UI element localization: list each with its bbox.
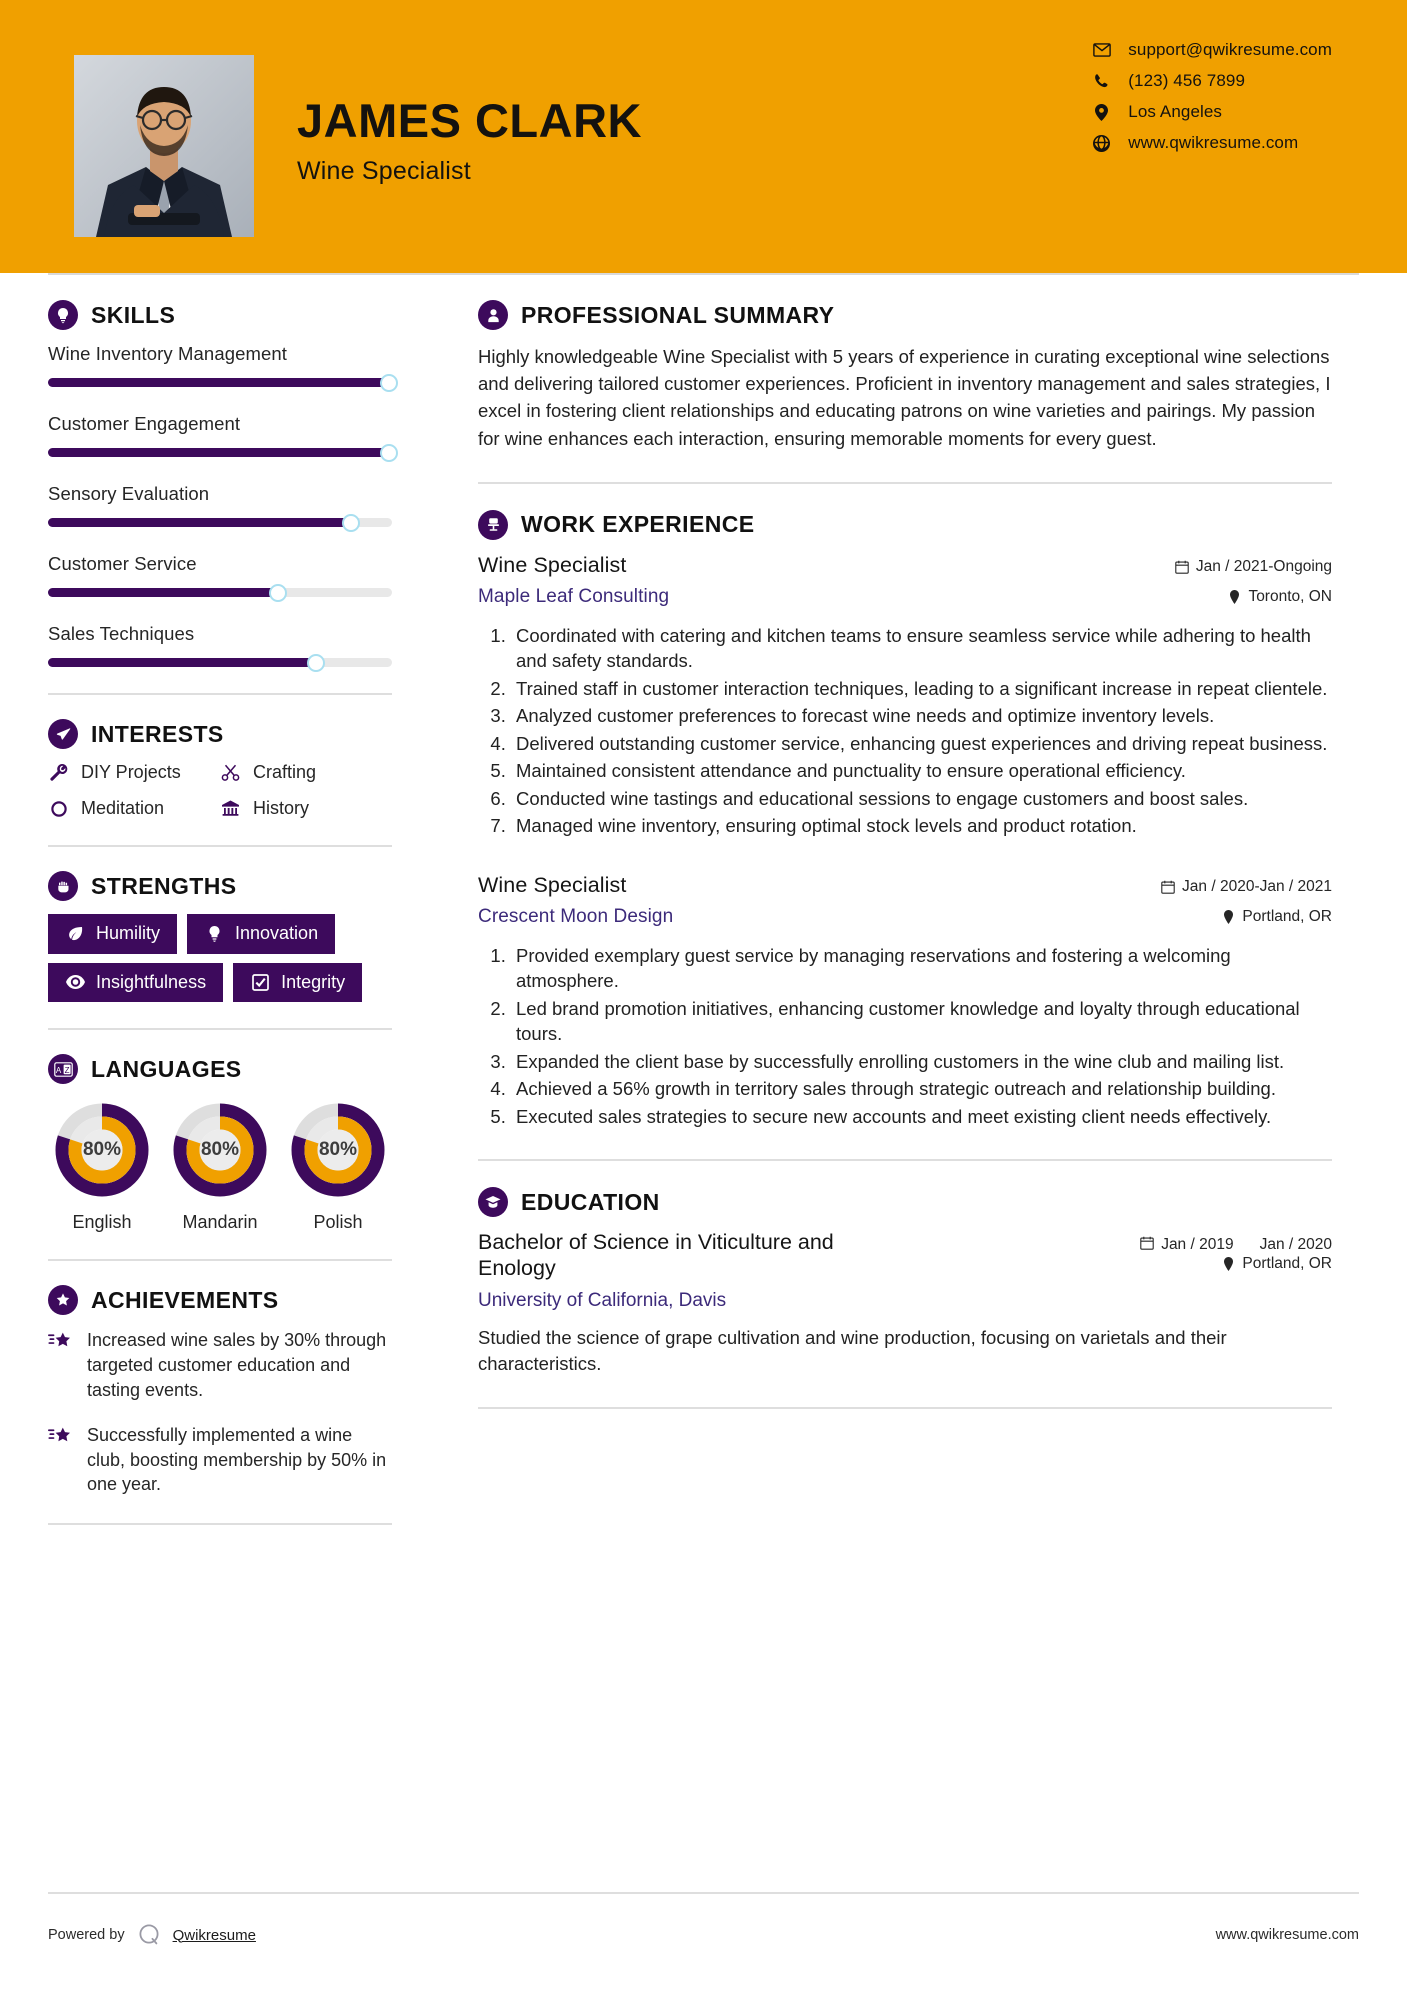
contact-list (1092, 40, 1332, 153)
achievements-title: ACHIEVEMENTS (91, 1286, 279, 1313)
skill-bar-fill (48, 588, 278, 597)
contact-phone-text: (123) 456 7899 (1128, 71, 1246, 90)
summary-heading (478, 300, 1332, 330)
education-date-start: Jan / 2019 (1161, 1236, 1234, 1254)
job-entry (478, 873, 1332, 1130)
job-bullet: 1. Provided exemplary guest service by managing reservations and fostering a welcoming atmosphere. (511, 943, 1332, 994)
skill-bar-knob[interactable] (380, 374, 398, 392)
language-item (288, 1103, 388, 1233)
job-bullet: 4. Achieved a 56% growth in territory sales through strategic outreach and relationship building. (511, 1076, 1332, 1102)
powered-by-block (48, 1922, 256, 1948)
skill-item (48, 623, 392, 667)
interest-label: History (253, 798, 310, 818)
strength-chip-insightfulness (48, 963, 223, 1003)
education-date-end: Jan / 2020 (1259, 1236, 1332, 1254)
job-location (1175, 588, 1332, 606)
strength-label: Integrity (281, 971, 346, 992)
footer-url: www.qwikresume.com (1215, 1927, 1359, 1943)
identity-block (297, 94, 642, 186)
education-title: EDUCATION (521, 1188, 660, 1215)
interest-item (220, 762, 392, 783)
resume-body (0, 273, 1407, 1549)
job-company[interactable]: Maple Leaf Consulting (478, 585, 670, 607)
divider-interests (48, 845, 392, 847)
language-donut (173, 1103, 267, 1197)
skill-item (48, 343, 392, 387)
achievement-item (48, 1423, 392, 1497)
divider-experience (478, 1159, 1332, 1161)
powered-by-label: Powered by (48, 1927, 125, 1943)
contact-location-text: Los Angeles (1128, 102, 1223, 121)
interest-label: DIY Projects (81, 762, 181, 782)
divider-summary (478, 482, 1332, 484)
qwikresume-logo-icon (136, 1922, 162, 1948)
contact-website-text: www.qwikresume.com (1128, 133, 1299, 152)
achievement-item (48, 1328, 392, 1402)
job-bullet: 1. Coordinated with catering and kitchen teams to ensure seamless service while adhering to health and safety standards. (511, 623, 1332, 674)
fist-icon (48, 871, 78, 901)
skill-bar-track[interactable] (48, 378, 392, 387)
skill-label: Sales Techniques (48, 623, 195, 644)
check-square-icon (250, 972, 271, 993)
skill-bar-track[interactable] (48, 448, 392, 457)
languages-heading (48, 1054, 392, 1084)
divider-achievements (48, 1523, 392, 1525)
shooting-star-icon (48, 1328, 74, 1402)
sidebar (0, 273, 420, 1549)
svg-text:A: A (55, 1065, 61, 1075)
job-bullet: 6. Conducted wine tastings and educational sessions to engage customers and boost sales. (511, 786, 1332, 812)
job-title: Wine Specialist (297, 157, 471, 185)
paper-plane-icon (48, 719, 78, 749)
avatar (74, 55, 254, 237)
graduation-icon (478, 1187, 508, 1217)
education-degree: Bachelor of Science in Viticulture and Enology (478, 1230, 834, 1280)
job-bullets (478, 623, 1332, 839)
interest-label: Crafting (253, 762, 317, 782)
contact-email[interactable] (1092, 40, 1332, 60)
skill-bar-knob[interactable] (342, 514, 360, 532)
language-item (170, 1103, 270, 1233)
pin-icon (1221, 909, 1235, 924)
job-bullet: 5. Executed sales strategies to secure new accounts and meet existing client needs effectively. (511, 1104, 1332, 1130)
skills-heading (48, 300, 392, 330)
scissors-icon (220, 762, 241, 783)
strength-chip-integrity (233, 963, 362, 1003)
envelope-icon (1092, 41, 1111, 60)
education-description: Studied the science of grape cultivation and wine production, focusing on varietals and their characteristics. (478, 1327, 1227, 1375)
lightbulb-icon (48, 300, 78, 330)
divider-strengths (48, 1028, 392, 1030)
resume-footer (48, 1892, 1359, 1948)
main-content (420, 273, 1407, 1549)
job-location (1161, 908, 1332, 926)
skill-item (48, 413, 392, 457)
skill-label: Wine Inventory Management (48, 343, 288, 364)
job-dates (1161, 878, 1332, 896)
summary-text: Highly knowledgeable Wine Specialist with 5 years of experience in curating exceptional wine selections and delivering tailored customer experiences. Proficient in inventory management and sales strategies, I excel in fostering client relationships and educating patrons on wine varieties and pairings. My passion for wine enhances each interaction, ensuring memorable moments for every guest. (478, 346, 1331, 449)
profile-photo-illustration (74, 55, 254, 237)
pin-icon (1221, 1256, 1235, 1271)
skill-bar-knob[interactable] (269, 584, 287, 602)
education-entry (478, 1230, 1332, 1312)
job-dates-text: Jan / 2020-Jan / 2021 (1182, 877, 1332, 895)
strengths-list (48, 914, 392, 1002)
strength-label: Insightfulness (96, 971, 207, 992)
contact-phone[interactable] (1092, 71, 1332, 91)
translate-icon (48, 1054, 78, 1084)
strengths-title: STRENGTHS (91, 872, 237, 899)
job-location-text: Toronto, ON (1248, 587, 1332, 605)
job-meta (1161, 873, 1332, 926)
experience-heading (478, 510, 1332, 540)
language-percent: 80% (318, 1139, 358, 1161)
bulb-icon (204, 923, 225, 944)
job-role: Wine Specialist (478, 552, 627, 577)
jobs-list (478, 553, 1332, 1130)
experience-title: WORK EXPERIENCE (521, 511, 755, 538)
star-badge-icon (48, 1285, 78, 1315)
strength-chip-innovation (187, 914, 335, 954)
divider-education (478, 1407, 1332, 1409)
language-donut (291, 1103, 385, 1197)
achievement-text: Increased wine sales by 30% through targeted customer education and tasting events. (87, 1330, 387, 1400)
pin-icon (1227, 589, 1241, 604)
calendar-icon (1175, 559, 1189, 574)
globe-icon (1092, 134, 1111, 153)
job-bullet: 3. Analyzed customer preferences to forecast wine needs and optimize inventory levels. (511, 703, 1332, 729)
calendar-icon (1140, 1235, 1154, 1250)
achievements-list (48, 1328, 392, 1497)
eye-icon (65, 972, 86, 993)
skill-label: Customer Service (48, 553, 197, 574)
strength-chip-humility (48, 914, 177, 954)
job-meta (1175, 553, 1332, 606)
contact-location[interactable] (1092, 102, 1332, 122)
languages-list (48, 1097, 392, 1233)
skill-bar-track[interactable] (48, 658, 392, 667)
strength-label: Humility (96, 923, 161, 943)
interest-item (48, 762, 220, 783)
education-location (1140, 1255, 1332, 1273)
skill-bar-fill (48, 518, 351, 527)
job-bullet: 2. Trained staff in customer interaction techniques, leading to a significant increase in repeat clientele. (511, 676, 1332, 702)
contact-website[interactable] (1092, 133, 1332, 153)
person-icon (478, 300, 508, 330)
section-strengths (48, 871, 392, 1002)
leaf-icon (65, 923, 86, 944)
education-location-text: Portland, OR (1242, 1254, 1332, 1272)
skills-list (48, 343, 392, 667)
desk-chair-icon (478, 510, 508, 540)
skill-item (48, 553, 392, 597)
job-bullet: 4. Delivered outstanding customer service, enhancing guest experiences and driving repeat business. (511, 731, 1332, 757)
resume-header (0, 0, 1407, 273)
shooting-star-icon (48, 1423, 74, 1497)
language-name: Polish (313, 1212, 363, 1233)
divider-languages (48, 1259, 392, 1261)
section-experience (478, 510, 1332, 1130)
job-entry (478, 553, 1332, 839)
skill-bar-fill (48, 378, 389, 387)
job-dates-text: Jan / 2021-Ongoing (1195, 557, 1332, 575)
education-meta (1140, 1230, 1332, 1272)
skill-label: Sensory Evaluation (48, 483, 210, 504)
job-bullet: 2. Led brand promotion initiatives, enhancing customer knowledge and loyalty through educational tours. (511, 996, 1332, 1047)
skill-bar-track[interactable] (48, 588, 392, 597)
location-pin-icon (1092, 103, 1111, 122)
section-interests (48, 719, 392, 819)
education-date-range (1161, 1235, 1332, 1254)
strength-label: Innovation (235, 923, 319, 943)
section-achievements (48, 1285, 392, 1497)
skill-bar-fill (48, 658, 316, 667)
section-skills (48, 300, 392, 667)
skill-item (48, 483, 392, 527)
language-percent: 80% (82, 1139, 122, 1161)
language-name: English (72, 1212, 132, 1233)
section-education (478, 1187, 1332, 1377)
qwikresume-link[interactable]: Qwikresume (172, 1926, 256, 1944)
interest-item (48, 798, 220, 819)
job-bullets (478, 943, 1332, 1130)
language-name: Mandarin (182, 1212, 258, 1233)
strengths-row (48, 914, 392, 954)
education-school[interactable]: University of California, Davis (478, 1290, 727, 1312)
divider-skills (48, 693, 392, 695)
job-bullet: 5. Maintained consistent attendance and punctuality to ensure operational efficiency. (511, 758, 1332, 784)
education-heading (478, 1187, 1332, 1217)
interest-item (220, 798, 392, 819)
languages-title: LANGUAGES (91, 1055, 242, 1082)
skill-bar-knob[interactable] (380, 444, 398, 462)
language-percent: 80% (200, 1139, 240, 1161)
section-summary (478, 300, 1332, 452)
interests-grid (48, 762, 392, 819)
education-dates (1140, 1235, 1332, 1254)
footer-divider (48, 1892, 1359, 1894)
job-bullet: 7. Managed wine inventory, ensuring optimal stock levels and product rotation. (511, 813, 1332, 839)
contact-email-text: support@qwikresume.com (1128, 40, 1332, 59)
job-company[interactable]: Crescent Moon Design (478, 905, 674, 927)
job-location-text: Portland, OR (1242, 907, 1332, 925)
bank-icon (220, 798, 241, 819)
header-divider (48, 273, 1359, 275)
strengths-row (48, 963, 392, 1003)
job-bullet: 3. Expanded the client base by successfully enrolling customers in the wine club and mailing list. (511, 1049, 1332, 1075)
page-title: JAMES CLARK (297, 94, 642, 147)
summary-title: PROFESSIONAL SUMMARY (521, 301, 835, 328)
language-item (52, 1103, 152, 1233)
skill-label: Customer Engagement (48, 413, 241, 434)
svg-text:Z: Z (64, 1065, 70, 1075)
circle-icon (48, 798, 69, 819)
strengths-heading (48, 871, 392, 901)
interests-heading (48, 719, 392, 749)
calendar-icon (1161, 879, 1175, 894)
phone-icon (1092, 72, 1111, 91)
wrench-icon (48, 762, 69, 783)
interests-title: INTERESTS (91, 720, 224, 747)
interest-label: Meditation (81, 798, 165, 818)
skill-bar-knob[interactable] (307, 654, 325, 672)
achievement-text: Successfully implemented a wine club, boosting membership by 50% in one year. (87, 1424, 387, 1495)
skill-bar-track[interactable] (48, 518, 392, 527)
job-role: Wine Specialist (478, 872, 627, 897)
job-dates (1175, 558, 1332, 576)
skill-bar-fill (48, 448, 389, 457)
achievements-heading (48, 1285, 392, 1315)
skills-title: SKILLS (91, 301, 176, 328)
language-donut (55, 1103, 149, 1197)
section-languages (48, 1054, 392, 1233)
